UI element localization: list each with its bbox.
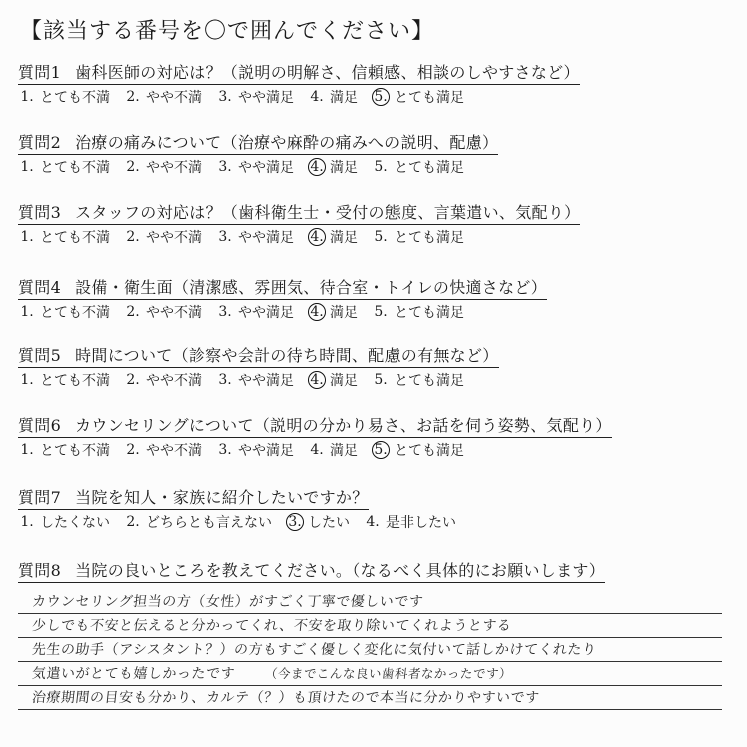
option-number: 1.	[20, 514, 34, 530]
option-list	[18, 227, 718, 247]
option-label: 満足	[330, 90, 358, 106]
circled-option-number: 4.	[308, 371, 326, 389]
option[interactable]	[308, 87, 358, 107]
option[interactable]	[124, 440, 202, 460]
option-label: やや満足	[238, 90, 294, 106]
question-title	[18, 130, 498, 155]
option-selected[interactable]	[308, 157, 358, 177]
handwritten-note: （今までこんな良い歯科者なかったです）	[264, 666, 513, 681]
option-label: やや満足	[238, 373, 294, 389]
answer-line	[18, 614, 722, 638]
option-label: 満足	[330, 373, 358, 389]
option-number: 3.	[218, 304, 232, 320]
question-title	[18, 200, 580, 225]
option-number: 2.	[126, 304, 140, 320]
question-text: 当院の良いところを教えてください。（なるべく具体的にお願いします）	[75, 561, 605, 580]
option[interactable]	[216, 440, 294, 460]
option-label: やや不満	[146, 230, 202, 246]
question-text: カウンセリングについて（説明の分かり易さ、お話を伺う姿勢、気配り）	[75, 416, 612, 435]
handwritten-text: カウンセリング担当の方（女性）がすごく丁寧で優しいです	[31, 594, 424, 610]
handwritten-text: 少しでも不安と伝えると分かってくれ、不安を取り除いてくれようとする	[31, 618, 513, 634]
option-label: とても不満	[40, 305, 110, 321]
option-label: とても満足	[394, 90, 464, 106]
option-selected[interactable]	[308, 370, 358, 390]
option-label: 満足	[330, 443, 358, 459]
question-block	[18, 130, 718, 177]
option-list	[18, 512, 718, 532]
option-number: 4.	[366, 514, 380, 530]
option-list	[18, 370, 718, 390]
option-number: 2.	[126, 442, 140, 458]
option[interactable]	[372, 302, 464, 322]
option-number: 2.	[126, 514, 140, 530]
option[interactable]	[124, 512, 272, 532]
handwritten-answer	[31, 639, 598, 659]
question-block	[18, 413, 718, 460]
option-selected[interactable]	[372, 440, 464, 460]
option[interactable]	[18, 512, 110, 532]
option-number: 1.	[20, 89, 34, 105]
option[interactable]	[372, 157, 464, 177]
page-title: 【該当する番号を〇で囲んでください】	[20, 19, 435, 44]
question-text: 歯科医師の対応は？（説明の明解さ、信頼感、相談のしやすさなど）	[75, 63, 580, 82]
option[interactable]	[216, 157, 294, 177]
option-label: 満足	[330, 160, 358, 176]
option[interactable]	[124, 87, 202, 107]
question-block	[18, 485, 718, 532]
circled-option-number: 4.	[308, 303, 326, 321]
option-number: 5.	[374, 229, 388, 245]
option[interactable]	[308, 440, 358, 460]
question-number: 質問5	[18, 346, 62, 365]
question-text: 治療の痛みについて（治療や麻酔の痛みへの説明、配慮）	[75, 133, 499, 152]
option-number: 2.	[126, 159, 140, 175]
option-label: とても満足	[394, 160, 464, 176]
option-label: どちらとも言えない	[146, 515, 272, 531]
option-label: やや不満	[146, 443, 202, 459]
circled-option-number: 5.	[372, 88, 390, 106]
answer-line	[18, 662, 722, 686]
option-number: 1.	[20, 159, 34, 175]
option-number: 1.	[20, 372, 34, 388]
option-label: したくない	[40, 515, 110, 531]
question-title	[18, 558, 605, 583]
option[interactable]	[372, 370, 464, 390]
option[interactable]	[124, 370, 202, 390]
option[interactable]	[216, 87, 294, 107]
option[interactable]	[216, 227, 294, 247]
option-label: やや満足	[238, 443, 294, 459]
option-number: 5.	[374, 304, 388, 320]
question-block	[18, 275, 718, 322]
answer-line	[18, 590, 722, 614]
option-label: とても不満	[40, 373, 110, 389]
option-label: 是非したい	[386, 515, 456, 531]
option[interactable]	[18, 157, 110, 177]
option-number: 1.	[20, 442, 34, 458]
option-number: 1.	[20, 229, 34, 245]
circled-option-number: 4.	[308, 228, 326, 246]
option-number: 3.	[218, 229, 232, 245]
option-label: やや満足	[238, 230, 294, 246]
option[interactable]	[18, 302, 110, 322]
option-number: 3.	[218, 159, 232, 175]
option-label: やや不満	[146, 90, 202, 106]
option-label: とても満足	[394, 305, 464, 321]
question-number: 質問8	[18, 561, 62, 580]
option-label: とても満足	[394, 230, 464, 246]
option[interactable]	[216, 302, 294, 322]
option-list	[18, 302, 718, 322]
question-number: 質問7	[18, 488, 62, 507]
option[interactable]	[18, 227, 110, 247]
option-number: 3.	[218, 372, 232, 388]
question-title	[18, 343, 499, 368]
option-label: したい	[308, 515, 350, 531]
option[interactable]	[216, 370, 294, 390]
option-number: 5.	[374, 159, 388, 175]
option-label: とても不満	[40, 160, 110, 176]
handwritten-text: 先生の助手（アシスタント？）の方もすごく優しく変化に気付いて話しかけてくれたり	[31, 642, 598, 658]
option[interactable]	[124, 302, 202, 322]
option-number: 1.	[20, 304, 34, 320]
option-selected[interactable]	[308, 302, 358, 322]
option-label: やや満足	[238, 160, 294, 176]
option-list	[18, 440, 718, 460]
option-selected[interactable]	[308, 227, 358, 247]
option-number: 3.	[218, 442, 232, 458]
option-selected[interactable]	[372, 87, 464, 107]
question-number: 質問6	[18, 416, 62, 435]
question-block	[18, 60, 718, 107]
option[interactable]	[364, 512, 456, 532]
option[interactable]	[124, 157, 202, 177]
option-label: 満足	[330, 230, 358, 246]
option[interactable]	[372, 227, 464, 247]
option-selected[interactable]	[286, 512, 350, 532]
option-number: 2.	[126, 372, 140, 388]
question-title	[18, 485, 369, 510]
question-block	[18, 558, 718, 583]
option-label: 満足	[330, 305, 358, 321]
option-number: 2.	[126, 229, 140, 245]
option-number: 2.	[126, 89, 140, 105]
option-list	[18, 157, 718, 177]
question-number: 質問3	[18, 203, 62, 222]
question-block	[18, 200, 718, 247]
question-number: 質問4	[18, 278, 62, 297]
question-title	[18, 413, 612, 438]
option-label: やや不満	[146, 373, 202, 389]
option-label: やや不満	[146, 305, 202, 321]
handwritten-answer	[31, 687, 541, 707]
question-text: 時間について（診察や会計の待ち時間、配慮の有無など）	[75, 346, 499, 365]
handwritten-answer	[31, 663, 513, 683]
option-label: とても不満	[40, 443, 110, 459]
answer-line	[18, 638, 722, 662]
option-number: 5.	[374, 372, 388, 388]
option-number: 3.	[218, 89, 232, 105]
free-answer-area	[18, 590, 722, 710]
option[interactable]	[124, 227, 202, 247]
option-label: とても満足	[394, 443, 464, 459]
option-label: とても満足	[394, 373, 464, 389]
option-label: とても不満	[40, 230, 110, 246]
circled-option-number: 3.	[286, 513, 304, 531]
question-number: 質問1	[18, 63, 62, 82]
handwritten-answer	[31, 591, 424, 611]
question-block	[18, 343, 718, 390]
handwritten-text: 治療期間の目安も分かり、カルテ（？）も頂けたので本当に分かりやすいです	[31, 690, 541, 706]
question-text: スタッフの対応は？（歯科衛生士・受付の態度、言葉遣い、気配り）	[75, 203, 581, 222]
option-number: 4.	[310, 89, 324, 105]
option-label: とても不満	[40, 90, 110, 106]
option-label: やや不満	[146, 160, 202, 176]
option-label: やや満足	[238, 305, 294, 321]
option[interactable]	[18, 370, 110, 390]
handwritten-answer	[31, 615, 512, 635]
option-list	[18, 87, 718, 107]
question-text: 設備・衛生面（清潔感、雰囲気、待合室・トイレの快適さなど）	[75, 278, 547, 297]
option-number: 4.	[310, 442, 324, 458]
circled-option-number: 5.	[372, 441, 390, 459]
question-title	[18, 60, 580, 85]
circled-option-number: 4.	[308, 158, 326, 176]
question-title	[18, 275, 547, 300]
handwritten-text: 気遣いがとても嬉しかったです	[31, 666, 236, 682]
answer-line	[18, 686, 722, 710]
question-number: 質問2	[18, 133, 62, 152]
option[interactable]	[18, 440, 110, 460]
question-text: 当院を知人・家族に紹介したいですか？	[75, 488, 369, 507]
option[interactable]	[18, 87, 110, 107]
